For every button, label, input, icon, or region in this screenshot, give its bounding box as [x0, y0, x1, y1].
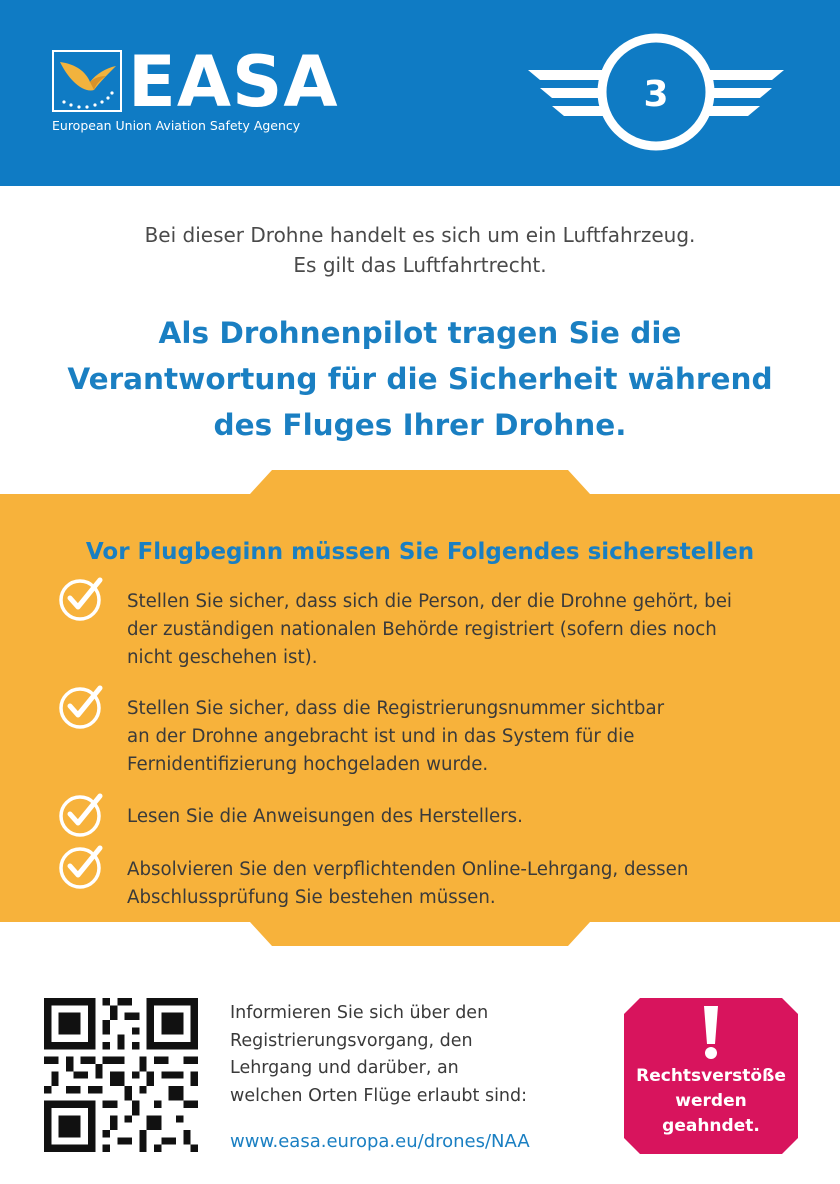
- item-line: Absolvieren Sie den verpflichtenden Online-Lehrgang, dessen: [127, 859, 689, 880]
- headline-line-3: des Fluges Ihrer Drohne.: [213, 408, 627, 442]
- registration-info-text: [230, 1000, 600, 1110]
- headline-line-2: Verantwortung für die Sicherheit während: [67, 362, 773, 396]
- info-line: Informieren Sie sich über den: [230, 1003, 489, 1023]
- easa-logo-text: EASA: [128, 41, 339, 123]
- intro-line-1: Bei dieser Drohne handelt es sich um ein Luftfahrzeug.: [144, 223, 696, 247]
- qr-code-icon: [44, 998, 198, 1152]
- agency-name: European Union Aviation Safety Agency: [52, 118, 301, 133]
- info-line: Lehrgang und darüber, an: [230, 1058, 459, 1078]
- header-bar: [0, 0, 840, 186]
- info-line: Registrierungsvorgang, den: [230, 1030, 473, 1051]
- checkmark-icon: [58, 576, 104, 622]
- warning-text: [624, 1064, 798, 1139]
- warning-line: Rechtsverstöße: [636, 1066, 786, 1086]
- easa-drones-link[interactable]: www.easa.europa.eu/drones/NAA: [230, 1131, 530, 1152]
- item-line: Lesen Sie die Anweisungen des Herstellers.: [127, 806, 523, 827]
- checkmark-icon: [58, 684, 104, 730]
- item-line: an der Drohne angebracht ist und in das System für die: [127, 726, 635, 747]
- checklist-item-online-course: [127, 856, 787, 912]
- info-line: welchen Orten Flüge erlaubt sind:: [230, 1085, 528, 1106]
- checkmark-icon: [58, 844, 104, 890]
- headline-line-1: Als Drohnenpilot tragen Sie die: [158, 316, 682, 350]
- warning-line: werden: [675, 1091, 747, 1111]
- intro-line-2: Es gilt das Luftfahrtrecht.: [293, 253, 547, 277]
- easa-logo-emblem: [52, 50, 122, 112]
- badge-number: 3: [643, 74, 669, 115]
- bird-with-stars-icon: [54, 52, 120, 110]
- item-line: Fernidentifizierung hochgeladen wurde.: [127, 754, 489, 775]
- item-line: Stellen Sie sicher, dass sich die Person, der die Drohne gehört, bei: [127, 591, 732, 612]
- intro-text: [0, 220, 840, 280]
- item-line: der zuständigen nationalen Behörde registriert (sofern dies noch: [127, 619, 717, 640]
- checkmark-icon: [58, 792, 104, 838]
- exclamation-icon: [704, 1006, 718, 1059]
- item-line: Stellen Sie sicher, dass die Registrierungsnummer sichtbar: [127, 698, 665, 719]
- wings-circle-icon: [528, 30, 784, 154]
- checklist-item-registration-number: [127, 695, 787, 779]
- warning-line: geahndet.: [662, 1116, 760, 1136]
- checklist-item-registration-owner: [127, 588, 787, 672]
- item-line: Abschlussprüfung Sie bestehen müssen.: [127, 887, 496, 908]
- checklist-item-manufacturer-instructions: [127, 803, 787, 831]
- responsibility-headline: [20, 310, 820, 448]
- item-line: nicht geschehen ist).: [127, 647, 318, 668]
- checklist-title: Vor Flugbeginn müssen Sie Folgendes sicherstellen: [85, 539, 755, 565]
